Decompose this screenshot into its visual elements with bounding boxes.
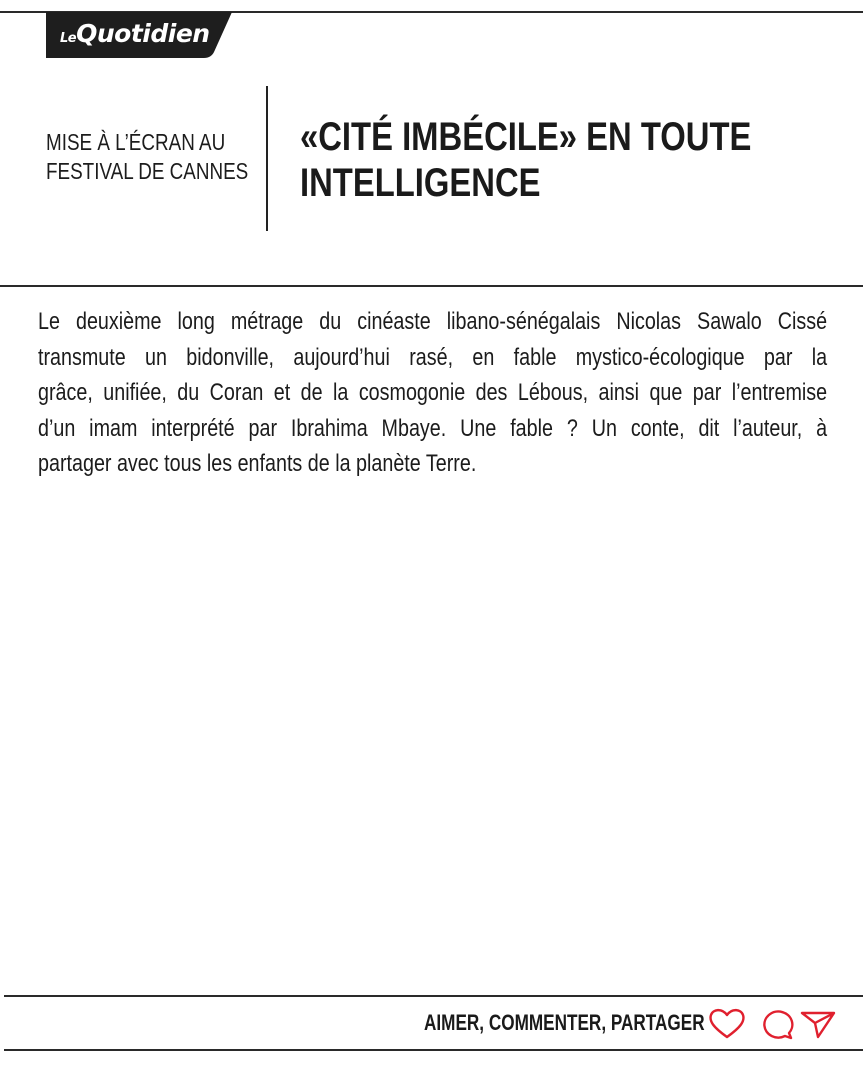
body-line: Le deuxième long métrage du cinéaste libano-sénégalais Nicolas Sawalo Cissé xyxy=(38,308,828,335)
vertical-divider xyxy=(266,86,268,231)
comment-icon[interactable] xyxy=(756,1006,796,1042)
body-line: d’un imam interprété par Ibrahima Mbaye. Une fable ? Un conte, dit l’auteur, à xyxy=(38,414,828,442)
headline xyxy=(300,114,751,206)
logo xyxy=(60,18,210,55)
header-rule xyxy=(0,285,863,287)
actions-label: AIMER, COMMENTER, PARTAGER xyxy=(424,1010,705,1035)
body-line: partager avec tous les enfants de la planète Terre. xyxy=(38,450,477,477)
article-body xyxy=(38,304,827,482)
headline-line-1: «CITÉ IMBÉCILE» EN TOUTE xyxy=(300,115,752,159)
footer-bottom-rule xyxy=(4,1049,863,1051)
share-icon[interactable] xyxy=(799,1006,839,1042)
logo-tab[interactable] xyxy=(46,12,232,58)
footer-top-rule xyxy=(4,995,863,997)
logo-name: Quotidien xyxy=(76,19,210,48)
headline-line-2: INTELLIGENCE xyxy=(300,161,541,205)
heart-icon[interactable] xyxy=(707,1006,747,1042)
body-line: grâce, unifiée, du Coran et de la cosmogonie des Lébous, ainsi que par l’entremise xyxy=(38,379,828,406)
kicker-line-1: MISE À L’ÉCRAN AU xyxy=(46,129,226,155)
kicker-line-2: FESTIVAL DE CANNES xyxy=(46,158,249,184)
kicker xyxy=(46,128,249,186)
logo-prefix: Le xyxy=(60,31,77,46)
body-line: transmute un bidonville, aujourd’hui rasé, en fable mystico-écologique par la xyxy=(38,343,828,371)
